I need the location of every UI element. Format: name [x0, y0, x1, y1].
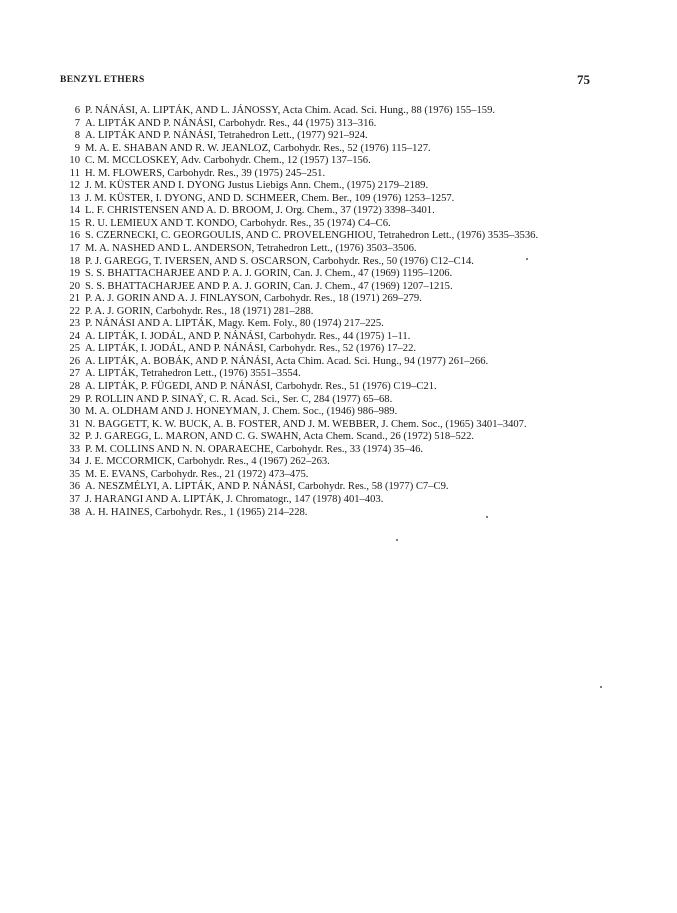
reference-number: 38: [69, 506, 80, 518]
reference-number: 34: [69, 456, 80, 468]
reference-text: A. NESZMÉLYI, A. LIPTÁK, AND P. NÁNÁSI, Carbohydr. Res., 58 (1977) C7–C9.: [85, 481, 449, 493]
reference-text: M. A. NASHED AND L. ANDERSON, Tetrahedron Lett., (1976) 3503–3506.: [85, 243, 417, 255]
reference-number: 25: [69, 343, 80, 355]
reference-text: H. M. FLOWERS, Carbohydr. Res., 39 (1975) 245–251.: [85, 167, 326, 179]
reference-item: [60, 155, 660, 168]
reference-number: 12: [69, 180, 80, 192]
reference-item: [60, 256, 660, 269]
reference-item: [60, 205, 660, 218]
reference-item: [60, 306, 660, 319]
reference-text: R. U. LEMIEUX AND T. KONDO, Carbohydr. Res., 35 (1974) C4–C6.: [85, 217, 391, 229]
reference-number: 31: [69, 418, 80, 430]
reference-item: [60, 368, 660, 381]
reference-text: J. M. KÜSTER AND I. DYONG Justus Liebigs Ann. Chem., (1975) 2179–2189.: [85, 180, 429, 192]
scan-speck: [486, 516, 488, 518]
reference-item: [60, 268, 660, 281]
reference-text: M. E. EVANS, Carbohydr. Res., 21 (1972) 473–475.: [85, 468, 309, 480]
reference-text: P. NÁNÁSI, A. LIPTÁK, AND L. JÁNOSSY, Acta Chim. Acad. Sci. Hung., 88 (1976) 155–159.: [85, 105, 496, 116]
reference-number: 30: [69, 406, 80, 418]
reference-item: [60, 193, 660, 206]
reference-text: A. LIPTÁK, I. JODÁL, AND P. NÁNÁSI, Carbohydr. Res., 52 (1976) 17–22.: [85, 343, 417, 355]
scan-speck: [600, 686, 602, 688]
reference-number: 32: [69, 431, 80, 443]
reference-text: A. LIPTÁK, P. FÜGEDI, AND P. NÁNÁSI, Carbohydr. Res., 51 (1976) C19–C21.: [85, 381, 437, 393]
running-head: BENZYL ETHERS: [60, 75, 145, 85]
reference-number: 17: [69, 243, 80, 255]
reference-item: [60, 230, 660, 243]
reference-number: 6: [74, 105, 80, 116]
reference-number: 23: [69, 318, 80, 330]
reference-number: 26: [69, 355, 80, 367]
reference-text: L. F. CHRISTENSEN AND A. D. BROOM, J. Org. Chem., 37 (1972) 3398–3401.: [85, 205, 435, 217]
reference-number: 33: [69, 443, 80, 455]
reference-text: A. LIPTÁK, A. BOBÁK, AND P. NÁNÁSI, Acta Chim. Acad. Sci. Hung., 94 (1977) 261–266.: [85, 355, 489, 367]
reference-item: [60, 318, 660, 331]
reference-number: 35: [69, 468, 80, 480]
reference-item: [60, 444, 660, 457]
reference-text: A. LIPTÁK, Tetrahedron Lett., (1976) 3551–3554.: [85, 368, 301, 380]
reference-item: [60, 143, 660, 156]
reference-number: 10: [69, 155, 80, 167]
reference-item: [60, 130, 660, 143]
reference-text: P. A. J. GORIN, Carbohydr. Res., 18 (1971) 281–288.: [85, 305, 314, 317]
reference-number: 14: [69, 205, 80, 217]
reference-item: [60, 381, 660, 394]
reference-number: 21: [69, 293, 80, 305]
reference-text: A. LIPTÁK AND P. NÁNÁSI, Tetrahedron Lett., (1977) 921–924.: [85, 130, 368, 142]
reference-item: [60, 456, 660, 469]
reference-item: [60, 180, 660, 193]
reference-number: 27: [69, 368, 80, 380]
reference-number: 7: [74, 117, 80, 129]
reference-item: [60, 293, 660, 306]
reference-number: 24: [69, 330, 80, 342]
reference-item: [60, 507, 660, 520]
reference-item: [60, 419, 660, 432]
reference-text: J. HARANGI AND A. LIPTÁK, J. Chromatogr., 147 (1978) 401–403.: [85, 493, 384, 505]
reference-number: 19: [69, 268, 80, 280]
reference-number: 8: [74, 130, 80, 142]
reference-text: P. J. GAREGG, T. IVERSEN, AND S. OSCARSON, Carbohydr. Res., 50 (1976) C12–C14.: [85, 255, 474, 267]
reference-item: [60, 331, 660, 344]
reference-text: M. A. OLDHAM AND J. HONEYMAN, J. Chem. Soc., (1946) 986–989.: [85, 406, 398, 418]
reference-item: [60, 218, 660, 231]
reference-text: J. E. MCCORMICK, Carbohydr. Res., 4 (1967) 262–263.: [85, 456, 330, 468]
reference-item: [60, 406, 660, 419]
reference-number: 11: [69, 167, 80, 179]
reference-text: A. LIPTÁK, I. JODÁL, AND P. NÁNÁSI, Carbohydr. Res., 44 (1975) 1–11.: [85, 330, 411, 342]
reference-number: 22: [69, 305, 80, 317]
reference-number: 9: [74, 142, 80, 154]
scan-speck: [526, 258, 528, 260]
reference-item: [60, 469, 660, 482]
reference-text: S. S. BHATTACHARJEE AND P. A. J. GORIN, Can. J. Chem., 47 (1969) 1207–1215.: [85, 280, 453, 292]
reference-item: [60, 343, 660, 356]
reference-text: C. M. MCCLOSKEY, Adv. Carbohydr. Chem., 12 (1957) 137–156.: [85, 155, 371, 167]
page-number: 75: [577, 72, 590, 87]
reference-number: 15: [69, 217, 80, 229]
reference-number: 13: [69, 192, 80, 204]
reference-number: 36: [69, 481, 80, 493]
reference-text: P. M. COLLINS AND N. N. OPARAECHE, Carbohydr. Res., 33 (1974) 35–46.: [85, 443, 424, 455]
reference-text: S. S. BHATTACHARJEE AND P. A. J. GORIN, Can. J. Chem., 47 (1969) 1195–1206.: [85, 268, 453, 280]
reference-text: M. A. E. SHABAN AND R. W. JEANLOZ, Carbohydr. Res., 52 (1976) 115–127.: [85, 142, 431, 154]
reference-item: [60, 168, 660, 181]
reference-number: 37: [69, 493, 80, 505]
reference-item: [60, 118, 660, 131]
reference-item: [60, 494, 660, 507]
reference-item: [60, 394, 660, 407]
reference-item: [60, 481, 660, 494]
reference-text: S. CZERNECKI, C. GEORGOULIS, AND C. PROVELENGHIOU, Tetrahedron Lett., (1976) 3535–3536.: [85, 230, 539, 242]
reference-number: 20: [69, 280, 80, 292]
reference-text: P. J. GAREGG, L. MARON, AND C. G. SWAHN, Acta Chem. Scand., 26 (1972) 518–522.: [85, 431, 475, 443]
reference-item: [60, 356, 660, 369]
reference-number: 16: [69, 230, 80, 242]
reference-item: [60, 281, 660, 294]
scan-speck: [396, 539, 398, 541]
reference-number: 29: [69, 393, 80, 405]
reference-number: 18: [69, 255, 80, 267]
reference-text: A. H. HAINES, Carbohydr. Res., 1 (1965) 214–228.: [85, 506, 308, 518]
reference-item: [60, 431, 660, 444]
reference-number: 28: [69, 381, 80, 393]
reference-text: A. LIPTÁK AND P. NÁNÁSI, Carbohydr. Res., 44 (1975) 313–316.: [85, 117, 377, 129]
reference-text: P. A. J. GORIN AND A. J. FINLAYSON, Carbohydr. Res., 18 (1971) 269–279.: [85, 293, 422, 305]
reference-text: P. ROLLIN AND P. SINAŸ, C. R. Acad. Sci., Ser. C, 284 (1977) 65–68.: [85, 393, 393, 405]
reference-list: [60, 105, 660, 519]
reference-item: [60, 243, 660, 256]
reference-text: N. BAGGETT, K. W. BUCK, A. B. FOSTER, AND J. M. WEBBER, J. Chem. Soc., (1965) 3401–3407.: [85, 418, 527, 430]
reference-text: P. NÁNÁSI AND A. LIPTÁK, Magy. Kem. Foly., 80 (1974) 217–225.: [85, 318, 384, 330]
reference-item: [60, 105, 660, 118]
reference-text: J. M. KÜSTER, I. DYONG, AND D. SCHMEER, Chem. Ber., 109 (1976) 1253–1257.: [85, 192, 455, 204]
